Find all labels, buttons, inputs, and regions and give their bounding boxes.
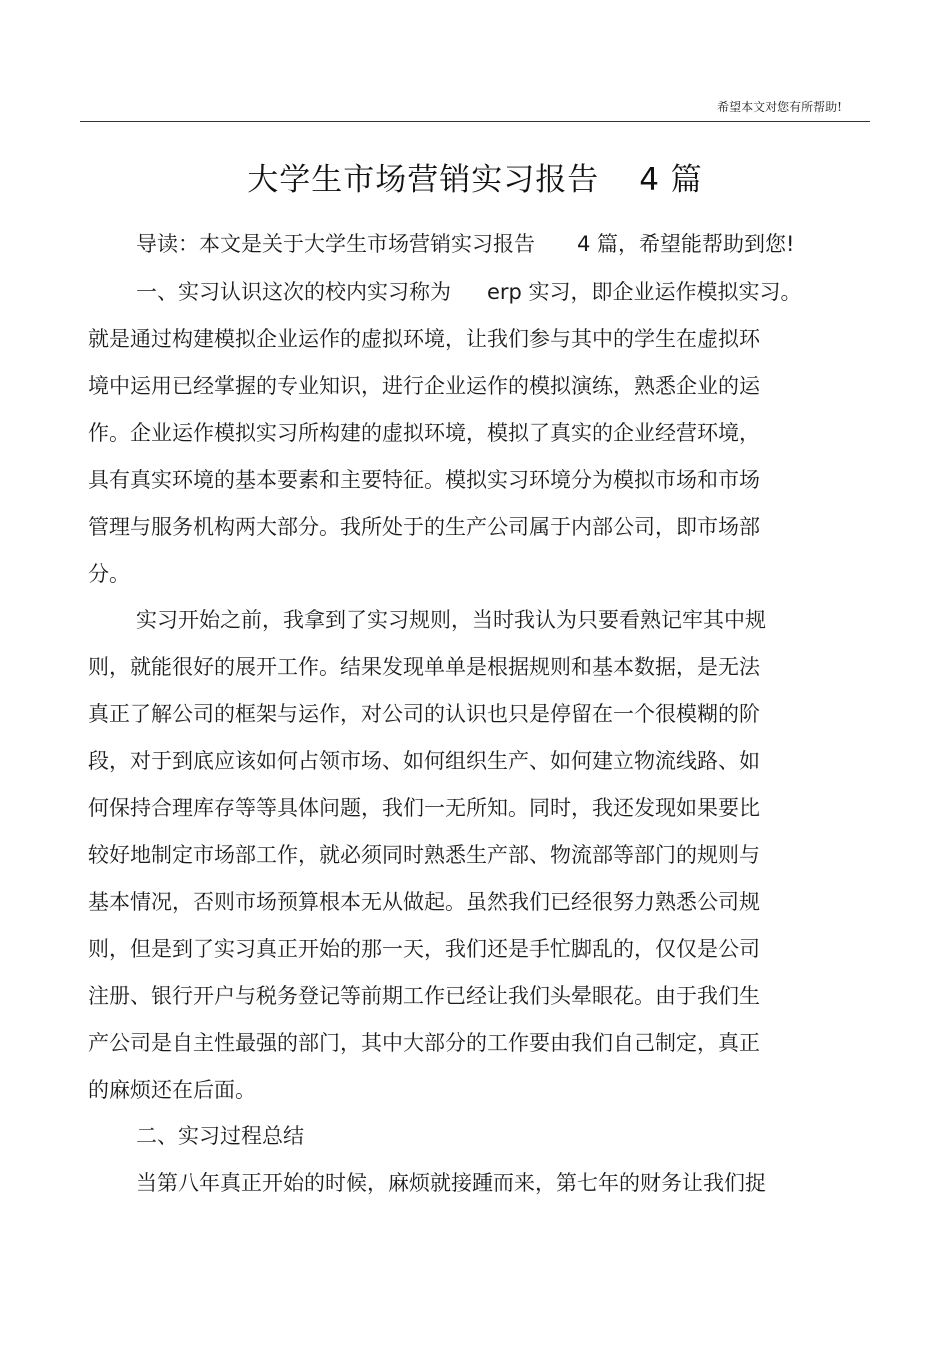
- paragraph-line: 的麻烦还在后面。: [88, 1078, 256, 1102]
- document-title: [0, 154, 950, 199]
- paragraph-line: 何保持合理库存等等具体问题，我们一无所知。同时，我还发现如果要比: [88, 796, 760, 820]
- section-one-heading: 一、实习认识这次的校内实习称为: [136, 280, 451, 304]
- paragraph-line: 段，对于到底应该如何占领市场、如何组织生产、如何建立物流线路、如: [88, 749, 760, 773]
- paragraph-line: 产公司是自主性最强的部门，其中大部分的工作要由我们自己制定，真正: [88, 1031, 760, 1055]
- paragraph-line: 较好地制定市场部工作，就必须同时熟悉生产部、物流部等部门的规则与: [88, 843, 760, 867]
- intro-line: [136, 229, 794, 259]
- paragraph-line: 具有真实环境的基本要素和主要特征。模拟实习环境分为模拟市场和市场: [88, 468, 760, 492]
- title-count: 4 篇: [639, 162, 703, 198]
- title-text: 大学生市场营销实习报告: [247, 162, 600, 198]
- paragraph-line: 则，但是到了实习真正开始的那一天，我们还是手忙脚乱的，仅仅是公司: [88, 937, 760, 961]
- paragraph-line: 实习开始之前，我拿到了实习规则，当时我认为只要看熟记牢其中规: [136, 608, 766, 632]
- paragraph-line: 就是通过构建模拟企业运作的虚拟环境，让我们参与其中的学生在虚拟环: [88, 327, 760, 351]
- header-note: 希望本文对您有所帮助!: [717, 100, 842, 114]
- section-two-heading: 二、实习过程总结: [136, 1124, 304, 1148]
- paragraph-line: [136, 277, 802, 307]
- paragraph-line: 管理与服务机构两大部分。我所处于的生产公司属于内部公司，即市场部: [88, 515, 760, 539]
- intro-text: 导读：本文是关于大学生市场营销实习报告: [136, 232, 535, 256]
- paragraph-line: 境中运用已经掌握的专业知识，进行企业运作的模拟演练，熟悉企业的运: [88, 374, 760, 398]
- header-divider: [80, 121, 870, 122]
- paragraph-line: 分。: [88, 562, 130, 586]
- paragraph-line: 注册、银行开户与税务登记等前期工作已经让我们头晕眼花。由于我们生: [88, 984, 760, 1008]
- paragraph-line: 基本情况，否则市场预算根本无从做起。虽然我们已经很努力熟悉公司规: [88, 890, 760, 914]
- paragraph-line: 当第八年真正开始的时候，麻烦就接踵而来，第七年的财务让我们捉: [136, 1171, 766, 1195]
- paragraph-line: 真正了解公司的框架与运作，对公司的认识也只是停留在一个很模糊的阶: [88, 702, 760, 726]
- paragraph-line: 作。企业运作模拟实习所构建的虚拟环境，模拟了真实的企业经营环境，: [88, 421, 760, 445]
- intro-text-tail: 4 篇，希望能帮助到您!: [577, 232, 795, 256]
- section-one-heading-tail: erp 实习，即企业运作模拟实习。: [487, 280, 802, 304]
- paragraph-line: 则，就能很好的展开工作。结果发现单单是根据规则和基本数据，是无法: [88, 655, 760, 679]
